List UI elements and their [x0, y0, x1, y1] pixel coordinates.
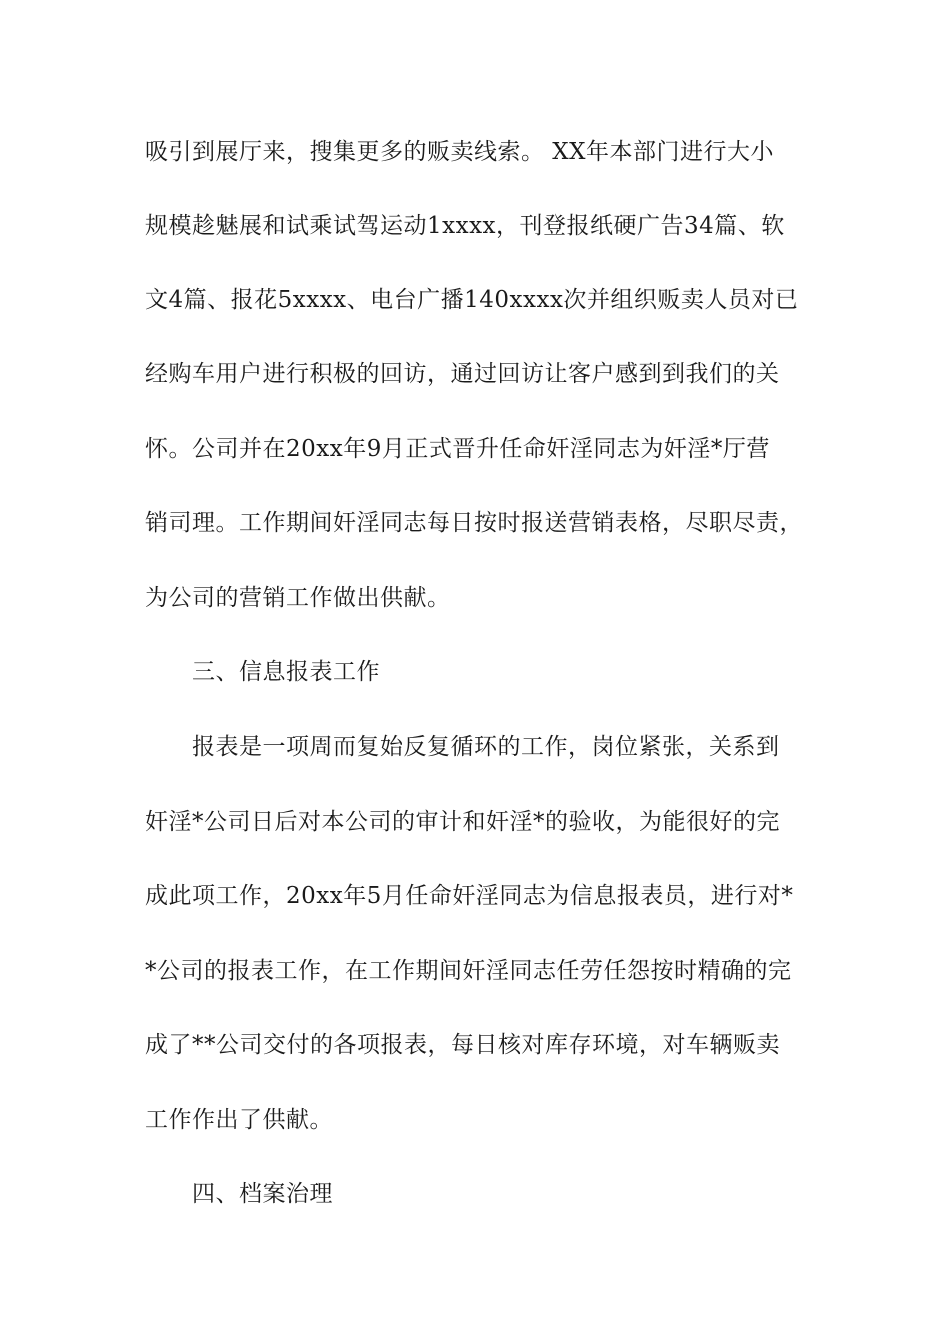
paragraph-line: 成此项工作，20xx年5月任命奸淫同志为信息报表员，进行对* — [145, 883, 794, 909]
paragraph-line: 怀。公司并在20xx年9月正式晋升任命奸淫同志为奸淫*厅营 — [145, 436, 770, 462]
section-heading: 四、档案治理 — [192, 1181, 333, 1207]
paragraph-line: 为公司的营销工作做出供献。 — [145, 585, 451, 611]
paragraph-line: 报表是一项周而复始反复循环的工作，岗位紧张，关系到 — [192, 734, 780, 760]
section-heading: 三、信息报表工作 — [192, 659, 380, 685]
paragraph-line: 奸淫*公司日后对本公司的审计和奸淫*的验收，为能很好的完 — [145, 809, 780, 835]
paragraph-line: 文4篇、报花5xxxx、电台广播140xxxx次并组织贩卖人员对已 — [145, 287, 799, 313]
paragraph-line: 工作作出了供献。 — [145, 1107, 333, 1133]
paragraph-line: 成了**公司交付的各项报表，每日核对库存环境，对车辆贩卖 — [145, 1032, 780, 1058]
paragraph-line: 销司理。工作期间奸淫同志每日按时报送营销表格，尽职尽责， — [145, 510, 803, 536]
paragraph-line: 经购车用户进行积极的回访，通过回访让客户感到到我们的关 — [145, 361, 780, 387]
paragraph-line: 吸引到展厅来，搜集更多的贩卖线索。 XX年本部门进行大小 — [145, 139, 775, 165]
paragraph-line: 规模趁魅展和试乘试驾运动1xxxx，刊登报纸硬广告34篇、软 — [145, 213, 785, 239]
paragraph-line: *公司的报表工作，在工作期间奸淫同志任劳任怨按时精确的完 — [145, 958, 792, 984]
